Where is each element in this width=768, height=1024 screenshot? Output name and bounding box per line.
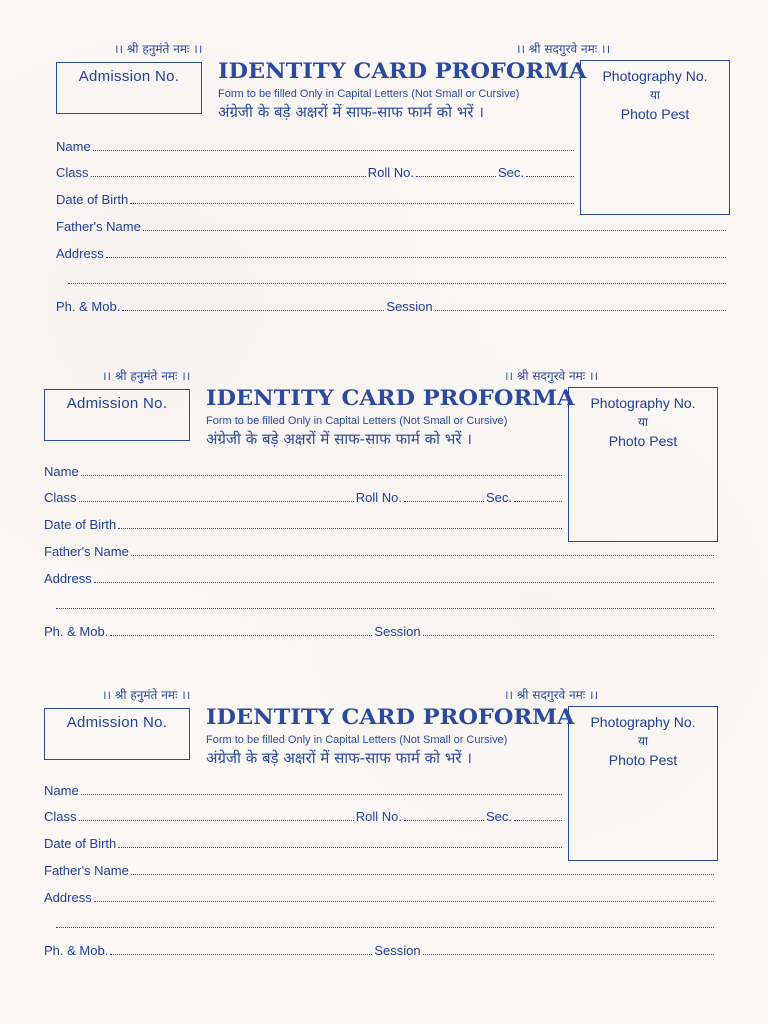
address-continuation-line[interactable] — [56, 926, 714, 928]
blessing-left: ।। श्री हनुमंते नमः ।। — [114, 42, 203, 56]
form-title: IDENTITY CARD PROFORMA — [206, 704, 575, 729]
dob-label: Date of Birth — [56, 192, 129, 207]
dob-field[interactable] — [56, 189, 576, 207]
blessing-right: ।। श्री सदगुरवे नमः ।। — [504, 688, 599, 702]
phone-session-row — [44, 621, 716, 639]
class-row — [56, 162, 576, 180]
phone-line[interactable] — [122, 309, 384, 311]
class-row — [44, 487, 564, 505]
sec-line[interactable] — [526, 175, 574, 177]
phone-session-row — [44, 940, 716, 958]
class-line[interactable] — [91, 175, 366, 177]
photo-label-1: Photography No. — [590, 714, 696, 730]
roll-line[interactable] — [404, 500, 484, 502]
session-line[interactable] — [435, 309, 726, 311]
form-title: IDENTITY CARD PROFORMA — [206, 385, 575, 410]
phone-label: Ph. & Mob. — [44, 624, 109, 639]
session-label: Session — [374, 943, 421, 958]
name-line[interactable] — [93, 149, 574, 151]
class-line[interactable] — [79, 819, 354, 821]
name-label: Name — [44, 464, 79, 479]
father-name-line[interactable] — [131, 554, 714, 556]
class-line[interactable] — [79, 500, 354, 502]
dob-label: Date of Birth — [44, 517, 117, 532]
photo-box[interactable] — [568, 387, 718, 542]
roll-label: Roll No. — [355, 809, 402, 824]
photo-label-2: या — [649, 88, 661, 102]
blessing-left: ।। श्री हनुमंते नमः ।। — [102, 369, 191, 383]
sec-label: Sec. — [485, 490, 512, 505]
dob-field[interactable] — [44, 514, 564, 532]
phone-label: Ph. & Mob. — [44, 943, 109, 958]
session-line[interactable] — [423, 953, 714, 955]
address-continuation-line[interactable] — [56, 607, 714, 609]
address-line[interactable] — [94, 581, 714, 583]
name-label: Name — [44, 783, 79, 798]
sec-label: Sec. — [485, 809, 512, 824]
father-name-line[interactable] — [131, 873, 714, 875]
address-line-2[interactable] — [54, 913, 716, 931]
session-label: Session — [386, 299, 433, 314]
form-subtitle: Form to be filled Only in Capital Letters (Not Small or Cursive) — [218, 88, 520, 100]
id-card-form-3 — [44, 686, 744, 986]
admission-label: Admission No. — [66, 714, 168, 731]
address-field[interactable] — [56, 243, 728, 261]
address-label: Address — [56, 246, 104, 261]
father-name-label: Father's Name — [56, 219, 141, 234]
photo-box[interactable] — [580, 60, 730, 215]
phone-line[interactable] — [110, 953, 372, 955]
name-field[interactable] — [44, 780, 564, 798]
admission-number-box[interactable] — [44, 708, 190, 760]
class-row — [44, 806, 564, 824]
sec-line[interactable] — [514, 819, 562, 821]
id-card-form-1 — [56, 40, 756, 340]
phone-line[interactable] — [110, 634, 372, 636]
hindi-instruction: अंग्रेजी के बड़े अक्षरों में साफ-साफ फार्म को भरें । — [206, 749, 472, 767]
hindi-instruction: अंग्रेजी के बड़े अक्षरों में साफ-साफ फार्म को भरें । — [206, 430, 472, 448]
name-field[interactable] — [44, 461, 564, 479]
roll-label: Roll No. — [367, 165, 414, 180]
address-line-2[interactable] — [54, 594, 716, 612]
phone-session-row — [56, 296, 728, 314]
blessing-right: ।। श्री सदगुरवे नमः ।। — [516, 42, 611, 56]
phone-label: Ph. & Mob. — [56, 299, 121, 314]
address-line-2[interactable] — [66, 269, 728, 287]
photo-label-2: या — [637, 415, 649, 429]
father-name-label: Father's Name — [44, 544, 129, 559]
roll-line[interactable] — [416, 175, 496, 177]
photo-label-3: Photo Pest — [608, 433, 678, 449]
admission-label: Admission No. — [66, 395, 168, 412]
dob-line[interactable] — [118, 846, 562, 848]
class-label: Class — [44, 809, 77, 824]
admission-label: Admission No. — [78, 68, 180, 85]
address-label: Address — [44, 571, 92, 586]
name-field[interactable] — [56, 136, 576, 154]
father-name-field[interactable] — [44, 860, 716, 878]
form-subtitle: Form to be filled Only in Capital Letters (Not Small or Cursive) — [206, 734, 508, 746]
father-name-field[interactable] — [44, 541, 716, 559]
address-field[interactable] — [44, 568, 716, 586]
dob-line[interactable] — [130, 202, 574, 204]
photo-box[interactable] — [568, 706, 718, 861]
class-label: Class — [56, 165, 89, 180]
address-continuation-line[interactable] — [68, 282, 726, 284]
session-line[interactable] — [423, 634, 714, 636]
session-label: Session — [374, 624, 421, 639]
photo-label-1: Photography No. — [590, 395, 696, 411]
form-subtitle: Form to be filled Only in Capital Letters (Not Small or Cursive) — [206, 415, 508, 427]
photo-label-2: या — [637, 734, 649, 748]
sec-label: Sec. — [497, 165, 524, 180]
father-name-label: Father's Name — [44, 863, 129, 878]
form-title: IDENTITY CARD PROFORMA — [218, 58, 587, 83]
id-card-form-2 — [44, 367, 744, 667]
dob-field[interactable] — [44, 833, 564, 851]
address-label: Address — [44, 890, 92, 905]
admission-number-box[interactable] — [44, 389, 190, 441]
dob-label: Date of Birth — [44, 836, 117, 851]
blessing-left: ।। श्री हनुमंते नमः ।। — [102, 688, 191, 702]
blessing-right: ।। श्री सदगुरवे नमः ।। — [504, 369, 599, 383]
name-line[interactable] — [81, 793, 562, 795]
roll-label: Roll No. — [355, 490, 402, 505]
address-line[interactable] — [106, 256, 726, 258]
address-line[interactable] — [94, 900, 714, 902]
dob-line[interactable] — [118, 527, 562, 529]
photo-label-3: Photo Pest — [608, 752, 678, 768]
photo-label-3: Photo Pest — [620, 106, 690, 122]
father-name-line[interactable] — [143, 229, 726, 231]
name-label: Name — [56, 139, 91, 154]
photo-label-1: Photography No. — [602, 68, 708, 84]
hindi-instruction: अंग्रेजी के बड़े अक्षरों में साफ-साफ फार्म को भरें । — [218, 103, 484, 121]
name-line[interactable] — [81, 474, 562, 476]
roll-line[interactable] — [404, 819, 484, 821]
sec-line[interactable] — [514, 500, 562, 502]
address-field[interactable] — [44, 887, 716, 905]
admission-number-box[interactable] — [56, 62, 202, 114]
class-label: Class — [44, 490, 77, 505]
father-name-field[interactable] — [56, 216, 728, 234]
